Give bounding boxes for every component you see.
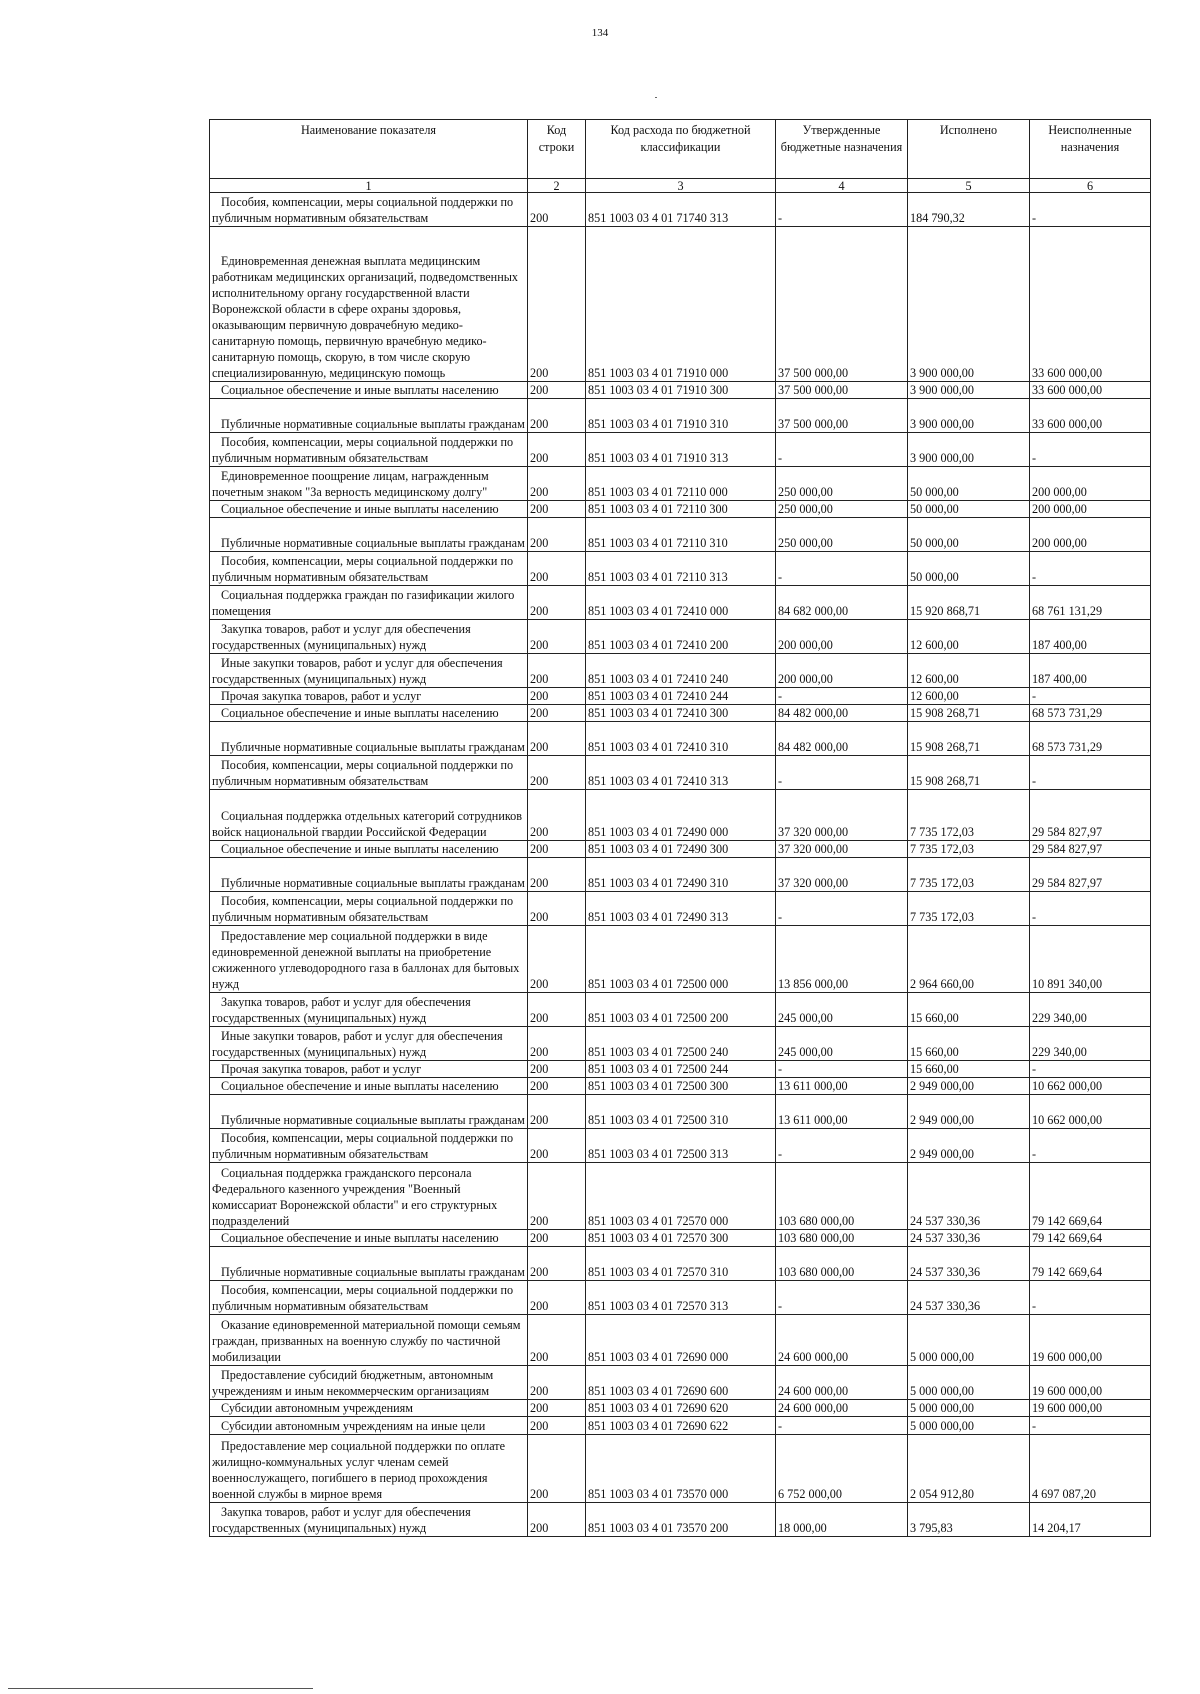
table-row: [210, 1163, 1151, 1230]
table-row: [210, 1027, 1151, 1061]
row-name: Социальная поддержка отдельных категорий сотрудников войск национальной гвардии Российской Федерации: [210, 790, 528, 841]
row-unexecuted: 200 000,00: [1030, 467, 1151, 501]
row-unexecuted: 229 340,00: [1030, 993, 1151, 1027]
row-budget-code: 851 1003 03 4 01 72490 300: [586, 841, 776, 858]
row-name: Пособия, компенсации, меры социальной поддержки по публичным нормативным обязательствам: [210, 756, 528, 790]
row-line-code: 200: [528, 1366, 586, 1400]
row-budget-code: 851 1003 03 4 01 72690 622: [586, 1417, 776, 1435]
header-executed: Исполнено: [908, 120, 1030, 179]
column-number: 2: [528, 179, 586, 193]
row-budget-code: 851 1003 03 4 01 72690 620: [586, 1400, 776, 1417]
row-executed: 7 735 172,03: [908, 790, 1030, 841]
row-budget-code: 851 1003 03 4 01 72410 240: [586, 654, 776, 688]
row-name: Субсидии автономным учреждениям на иные цели: [210, 1417, 528, 1435]
row-unexecuted: 10 662 000,00: [1030, 1095, 1151, 1129]
row-approved: -: [776, 1281, 908, 1315]
row-unexecuted: 19 600 000,00: [1030, 1315, 1151, 1366]
row-name: Субсидии автономным учреждениям: [210, 1400, 528, 1417]
row-budget-code: 851 1003 03 4 01 72570 000: [586, 1163, 776, 1230]
row-budget-code: 851 1003 03 4 01 72570 313: [586, 1281, 776, 1315]
row-budget-code: 851 1003 03 4 01 72500 000: [586, 926, 776, 993]
row-name: Публичные нормативные социальные выплаты гражданам: [210, 518, 528, 552]
row-line-code: 200: [528, 586, 586, 620]
row-executed: 7 735 172,03: [908, 892, 1030, 926]
table-row: [210, 501, 1151, 518]
row-budget-code: 851 1003 03 4 01 72490 313: [586, 892, 776, 926]
table-row: [210, 1315, 1151, 1366]
row-line-code: 200: [528, 1503, 586, 1537]
row-unexecuted: -: [1030, 1129, 1151, 1163]
row-line-code: 200: [528, 1230, 586, 1247]
row-executed: 50 000,00: [908, 501, 1030, 518]
row-line-code: 200: [528, 1315, 586, 1366]
row-budget-code: 851 1003 03 4 01 72110 313: [586, 552, 776, 586]
row-approved: 84 482 000,00: [776, 705, 908, 722]
row-name: Пособия, компенсации, меры социальной поддержки по публичным нормативным обязательствам: [210, 892, 528, 926]
row-name: Пособия, компенсации, меры социальной поддержки по публичным нормативным обязательствам: [210, 433, 528, 467]
row-budget-code: 851 1003 03 4 01 72500 300: [586, 1078, 776, 1095]
column-number: 3: [586, 179, 776, 193]
row-executed: 15 660,00: [908, 993, 1030, 1027]
column-number: 6: [1030, 179, 1151, 193]
row-name: Публичные нормативные социальные выплаты гражданам: [210, 399, 528, 433]
row-approved: -: [776, 1417, 908, 1435]
row-executed: 7 735 172,03: [908, 858, 1030, 892]
row-budget-code: 851 1003 03 4 01 72490 310: [586, 858, 776, 892]
row-approved: 103 680 000,00: [776, 1247, 908, 1281]
row-unexecuted: 200 000,00: [1030, 501, 1151, 518]
table-row: [210, 654, 1151, 688]
row-executed: 24 537 330,36: [908, 1281, 1030, 1315]
row-line-code: 200: [528, 1247, 586, 1281]
table-row: [210, 1417, 1151, 1435]
row-name: Предоставление субсидий бюджетным, автономным учреждениям и иным некоммерческим организациям: [210, 1366, 528, 1400]
row-line-code: 200: [528, 501, 586, 518]
row-approved: 250 000,00: [776, 467, 908, 501]
row-name: Публичные нормативные социальные выплаты гражданам: [210, 1247, 528, 1281]
row-executed: 5 000 000,00: [908, 1315, 1030, 1366]
row-approved: 24 600 000,00: [776, 1315, 908, 1366]
header-row: [210, 120, 1151, 179]
table-row: [210, 722, 1151, 756]
row-executed: 5 000 000,00: [908, 1400, 1030, 1417]
row-unexecuted: 19 600 000,00: [1030, 1366, 1151, 1400]
row-executed: 24 537 330,36: [908, 1230, 1030, 1247]
table-row: [210, 552, 1151, 586]
row-line-code: 200: [528, 1400, 586, 1417]
row-name: Оказание единовременной материальной помощи семьям граждан, призванных на военную службу по частичной мобилизации: [210, 1315, 528, 1366]
row-unexecuted: 79 142 669,64: [1030, 1163, 1151, 1230]
row-budget-code: 851 1003 03 4 01 72110 000: [586, 467, 776, 501]
row-name: Предоставление мер социальной поддержки по оплате жилищно-коммунальных услуг членам семей военнослужащего, погибшего в период прохождения военной службы в мирное время: [210, 1435, 528, 1503]
row-name: Иные закупки товаров, работ и услуг для обеспечения государственных (муниципальных) нужд: [210, 654, 528, 688]
row-approved: -: [776, 688, 908, 705]
row-line-code: 200: [528, 1163, 586, 1230]
row-executed: 15 660,00: [908, 1061, 1030, 1078]
row-name: Закупка товаров, работ и услуг для обеспечения государственных (муниципальных) нужд: [210, 993, 528, 1027]
row-unexecuted: 10 662 000,00: [1030, 1078, 1151, 1095]
row-budget-code: 851 1003 03 4 01 72690 000: [586, 1315, 776, 1366]
row-name: Социальное обеспечение и иные выплаты населению: [210, 501, 528, 518]
row-unexecuted: 14 204,17: [1030, 1503, 1151, 1537]
row-name: Прочая закупка товаров, работ и услуг: [210, 688, 528, 705]
row-approved: 24 600 000,00: [776, 1400, 908, 1417]
row-approved: 37 500 000,00: [776, 227, 908, 382]
row-approved: 24 600 000,00: [776, 1366, 908, 1400]
row-executed: 7 735 172,03: [908, 841, 1030, 858]
row-unexecuted: -: [1030, 193, 1151, 227]
row-unexecuted: 10 891 340,00: [1030, 926, 1151, 993]
row-unexecuted: 187 400,00: [1030, 654, 1151, 688]
row-approved: 84 682 000,00: [776, 586, 908, 620]
header-budget-code: Код расхода по бюджетной классификации: [586, 120, 776, 179]
row-approved: 13 856 000,00: [776, 926, 908, 993]
row-unexecuted: 200 000,00: [1030, 518, 1151, 552]
row-approved: -: [776, 1129, 908, 1163]
table-row: [210, 1230, 1151, 1247]
row-executed: 3 900 000,00: [908, 227, 1030, 382]
table-row: [210, 1129, 1151, 1163]
header-approved: Утвержденные бюджетные назначения: [776, 120, 908, 179]
table-row: [210, 1061, 1151, 1078]
table-row: [210, 892, 1151, 926]
row-executed: 12 600,00: [908, 654, 1030, 688]
row-approved: 200 000,00: [776, 620, 908, 654]
row-unexecuted: -: [1030, 688, 1151, 705]
row-budget-code: 851 1003 03 4 01 72500 310: [586, 1095, 776, 1129]
row-line-code: 200: [528, 926, 586, 993]
row-line-code: 200: [528, 1435, 586, 1503]
row-line-code: 200: [528, 467, 586, 501]
table-row: [210, 926, 1151, 993]
table-row: [210, 620, 1151, 654]
row-line-code: 200: [528, 552, 586, 586]
row-approved: 13 611 000,00: [776, 1095, 908, 1129]
table-row: [210, 1078, 1151, 1095]
row-budget-code: 851 1003 03 4 01 71910 310: [586, 399, 776, 433]
row-executed: 50 000,00: [908, 467, 1030, 501]
row-executed: 3 900 000,00: [908, 382, 1030, 399]
row-name: Прочая закупка товаров, работ и услуг: [210, 1061, 528, 1078]
row-name: Закупка товаров, работ и услуг для обеспечения государственных (муниципальных) нужд: [210, 620, 528, 654]
row-approved: -: [776, 1061, 908, 1078]
row-line-code: 200: [528, 1095, 586, 1129]
row-budget-code: 851 1003 03 4 01 72500 240: [586, 1027, 776, 1061]
row-approved: 84 482 000,00: [776, 722, 908, 756]
row-executed: 3 900 000,00: [908, 433, 1030, 467]
row-line-code: 200: [528, 193, 586, 227]
row-name: Единовременное поощрение лицам, награжденным почетным знаком "За верность медицинскому долгу": [210, 467, 528, 501]
row-line-code: 200: [528, 688, 586, 705]
row-unexecuted: -: [1030, 433, 1151, 467]
table-row: [210, 858, 1151, 892]
row-unexecuted: 29 584 827,97: [1030, 858, 1151, 892]
row-name: Социальное обеспечение и иные выплаты населению: [210, 382, 528, 399]
row-name: Социальное обеспечение и иные выплаты населению: [210, 841, 528, 858]
row-line-code: 200: [528, 1281, 586, 1315]
row-name: Иные закупки товаров, работ и услуг для обеспечения государственных (муниципальных) нужд: [210, 1027, 528, 1061]
table-row: [210, 705, 1151, 722]
row-unexecuted: 79 142 669,64: [1030, 1230, 1151, 1247]
row-unexecuted: -: [1030, 756, 1151, 790]
row-line-code: 200: [528, 433, 586, 467]
table-row: [210, 790, 1151, 841]
row-budget-code: 851 1003 03 4 01 71910 313: [586, 433, 776, 467]
row-line-code: 200: [528, 892, 586, 926]
row-executed: 184 790,32: [908, 193, 1030, 227]
table-row: [210, 227, 1151, 382]
row-budget-code: 851 1003 03 4 01 72410 200: [586, 620, 776, 654]
row-unexecuted: 33 600 000,00: [1030, 227, 1151, 382]
row-line-code: 200: [528, 382, 586, 399]
header-name: Наименование показателя: [210, 120, 528, 179]
row-budget-code: 851 1003 03 4 01 72490 000: [586, 790, 776, 841]
row-approved: 6 752 000,00: [776, 1435, 908, 1503]
row-line-code: 200: [528, 722, 586, 756]
row-unexecuted: 187 400,00: [1030, 620, 1151, 654]
row-unexecuted: 33 600 000,00: [1030, 382, 1151, 399]
row-line-code: 200: [528, 841, 586, 858]
column-number-row: [210, 179, 1151, 193]
row-executed: 15 660,00: [908, 1027, 1030, 1061]
row-budget-code: 851 1003 03 4 01 72110 300: [586, 501, 776, 518]
row-line-code: 200: [528, 858, 586, 892]
column-number: 1: [210, 179, 528, 193]
table-body: [210, 193, 1151, 1537]
row-approved: 103 680 000,00: [776, 1230, 908, 1247]
row-name: Социальное обеспечение и иные выплаты населению: [210, 705, 528, 722]
row-unexecuted: 33 600 000,00: [1030, 399, 1151, 433]
table-row: [210, 433, 1151, 467]
row-approved: 245 000,00: [776, 993, 908, 1027]
row-unexecuted: 68 761 131,29: [1030, 586, 1151, 620]
row-unexecuted: -: [1030, 1417, 1151, 1435]
table-row: [210, 193, 1151, 227]
table-row: [210, 993, 1151, 1027]
row-line-code: 200: [528, 620, 586, 654]
row-name: Публичные нормативные социальные выплаты гражданам: [210, 1095, 528, 1129]
row-approved: 250 000,00: [776, 518, 908, 552]
footer-rule: [8, 1688, 313, 1689]
row-name: Пособия, компенсации, меры социальной поддержки по публичным нормативным обязательствам: [210, 1129, 528, 1163]
row-budget-code: 851 1003 03 4 01 72410 313: [586, 756, 776, 790]
budget-execution-table: [209, 119, 1151, 1537]
table-row: [210, 1366, 1151, 1400]
row-executed: 3 900 000,00: [908, 399, 1030, 433]
row-line-code: 200: [528, 518, 586, 552]
row-budget-code: 851 1003 03 4 01 72690 600: [586, 1366, 776, 1400]
row-approved: 37 320 000,00: [776, 858, 908, 892]
row-line-code: 200: [528, 705, 586, 722]
row-budget-code: 851 1003 03 4 01 73570 200: [586, 1503, 776, 1537]
row-unexecuted: -: [1030, 552, 1151, 586]
row-name: Предоставление мер социальной поддержки в виде единовременной денежной выплаты на приобретение сжиженного углеводородного газа в баллонах для бытовых нужд: [210, 926, 528, 993]
row-executed: 2 949 000,00: [908, 1095, 1030, 1129]
row-unexecuted: -: [1030, 1281, 1151, 1315]
table-row: [210, 1095, 1151, 1129]
row-line-code: 200: [528, 993, 586, 1027]
row-budget-code: 851 1003 03 4 01 72500 313: [586, 1129, 776, 1163]
scan-speck: [655, 97, 657, 98]
row-approved: -: [776, 892, 908, 926]
table-row: [210, 518, 1151, 552]
row-unexecuted: 29 584 827,97: [1030, 841, 1151, 858]
row-unexecuted: 68 573 731,29: [1030, 722, 1151, 756]
table-row: [210, 1247, 1151, 1281]
row-unexecuted: -: [1030, 1061, 1151, 1078]
row-executed: 24 537 330,36: [908, 1163, 1030, 1230]
table-row: [210, 382, 1151, 399]
row-approved: 13 611 000,00: [776, 1078, 908, 1095]
row-line-code: 200: [528, 654, 586, 688]
row-budget-code: 851 1003 03 4 01 72570 310: [586, 1247, 776, 1281]
row-name: Публичные нормативные социальные выплаты гражданам: [210, 722, 528, 756]
header-unexecuted: Неисполненные назначения: [1030, 120, 1151, 179]
header-line-code: Код строки: [528, 120, 586, 179]
row-budget-code: 851 1003 03 4 01 72110 310: [586, 518, 776, 552]
row-budget-code: 851 1003 03 4 01 72410 000: [586, 586, 776, 620]
row-approved: -: [776, 552, 908, 586]
row-name: Социальная поддержка граждан по газификации жилого помещения: [210, 586, 528, 620]
row-budget-code: 851 1003 03 4 01 72500 200: [586, 993, 776, 1027]
row-budget-code: 851 1003 03 4 01 71740 313: [586, 193, 776, 227]
row-line-code: 200: [528, 227, 586, 382]
row-executed: 15 908 268,71: [908, 756, 1030, 790]
row-executed: 2 964 660,00: [908, 926, 1030, 993]
row-executed: 12 600,00: [908, 620, 1030, 654]
row-unexecuted: 4 697 087,20: [1030, 1435, 1151, 1503]
row-unexecuted: 229 340,00: [1030, 1027, 1151, 1061]
row-name: Пособия, компенсации, меры социальной поддержки по публичным нормативным обязательствам: [210, 193, 528, 227]
row-approved: 250 000,00: [776, 501, 908, 518]
row-unexecuted: 68 573 731,29: [1030, 705, 1151, 722]
table-row: [210, 1435, 1151, 1503]
row-approved: -: [776, 433, 908, 467]
row-approved: 103 680 000,00: [776, 1163, 908, 1230]
row-name: Публичные нормативные социальные выплаты гражданам: [210, 858, 528, 892]
row-approved: 200 000,00: [776, 654, 908, 688]
table-row: [210, 688, 1151, 705]
row-line-code: 200: [528, 1078, 586, 1095]
row-budget-code: 851 1003 03 4 01 73570 000: [586, 1435, 776, 1503]
row-name: Социальное обеспечение и иные выплаты населению: [210, 1078, 528, 1095]
row-budget-code: 851 1003 03 4 01 72410 300: [586, 705, 776, 722]
row-line-code: 200: [528, 756, 586, 790]
row-approved: 37 500 000,00: [776, 399, 908, 433]
row-approved: 245 000,00: [776, 1027, 908, 1061]
row-budget-code: 851 1003 03 4 01 72410 310: [586, 722, 776, 756]
row-name: Социальная поддержка гражданского персонала Федерального казенного учреждения "Военный комиссариат Воронежской области" и его структурных подразделений: [210, 1163, 528, 1230]
row-line-code: 200: [528, 1129, 586, 1163]
row-executed: 5 000 000,00: [908, 1417, 1030, 1435]
row-budget-code: 851 1003 03 4 01 72410 244: [586, 688, 776, 705]
row-budget-code: 851 1003 03 4 01 72500 244: [586, 1061, 776, 1078]
row-approved: -: [776, 193, 908, 227]
row-approved: 37 320 000,00: [776, 790, 908, 841]
row-executed: 2 054 912,80: [908, 1435, 1030, 1503]
table-row: [210, 399, 1151, 433]
row-unexecuted: 29 584 827,97: [1030, 790, 1151, 841]
row-budget-code: 851 1003 03 4 01 72570 300: [586, 1230, 776, 1247]
row-unexecuted: -: [1030, 892, 1151, 926]
table-row: [210, 841, 1151, 858]
row-line-code: 200: [528, 1417, 586, 1435]
row-executed: 24 537 330,36: [908, 1247, 1030, 1281]
table-row: [210, 756, 1151, 790]
row-line-code: 200: [528, 399, 586, 433]
row-approved: 37 500 000,00: [776, 382, 908, 399]
column-number: 5: [908, 179, 1030, 193]
row-name: Пособия, компенсации, меры социальной поддержки по публичным нормативным обязательствам: [210, 1281, 528, 1315]
table-row: [210, 1281, 1151, 1315]
row-line-code: 200: [528, 1061, 586, 1078]
row-line-code: 200: [528, 1027, 586, 1061]
row-executed: 50 000,00: [908, 552, 1030, 586]
row-budget-code: 851 1003 03 4 01 71910 000: [586, 227, 776, 382]
row-name: Пособия, компенсации, меры социальной поддержки по публичным нормативным обязательствам: [210, 552, 528, 586]
row-executed: 15 908 268,71: [908, 705, 1030, 722]
page-number: 134: [591, 27, 609, 39]
row-line-code: 200: [528, 790, 586, 841]
row-executed: 2 949 000,00: [908, 1078, 1030, 1095]
row-executed: 3 795,83: [908, 1503, 1030, 1537]
row-executed: 15 908 268,71: [908, 722, 1030, 756]
row-unexecuted: 79 142 669,64: [1030, 1247, 1151, 1281]
table-row: [210, 586, 1151, 620]
row-executed: 5 000 000,00: [908, 1366, 1030, 1400]
column-number: 4: [776, 179, 908, 193]
row-executed: 2 949 000,00: [908, 1129, 1030, 1163]
table-row: [210, 467, 1151, 501]
row-name: Единовременная денежная выплата медицинским работникам медицинских организаций, подведомственных исполнительному органу государственной власти Воронежской области в сфере охраны здоровья, оказывающим первичную доврачебную медико-санитарную помощь, первичную врачебную медико-санитарную помощь, скорую, в том числе скорую специализированную, медицинскую помощь: [210, 227, 528, 382]
row-approved: 37 320 000,00: [776, 841, 908, 858]
table-row: [210, 1503, 1151, 1537]
row-executed: 15 920 868,71: [908, 586, 1030, 620]
row-executed: 12 600,00: [908, 688, 1030, 705]
row-approved: 18 000,00: [776, 1503, 908, 1537]
row-approved: -: [776, 756, 908, 790]
row-budget-code: 851 1003 03 4 01 71910 300: [586, 382, 776, 399]
row-executed: 50 000,00: [908, 518, 1030, 552]
row-name: Социальное обеспечение и иные выплаты населению: [210, 1230, 528, 1247]
row-unexecuted: 19 600 000,00: [1030, 1400, 1151, 1417]
row-name: Закупка товаров, работ и услуг для обеспечения государственных (муниципальных) нужд: [210, 1503, 528, 1537]
table-row: [210, 1400, 1151, 1417]
